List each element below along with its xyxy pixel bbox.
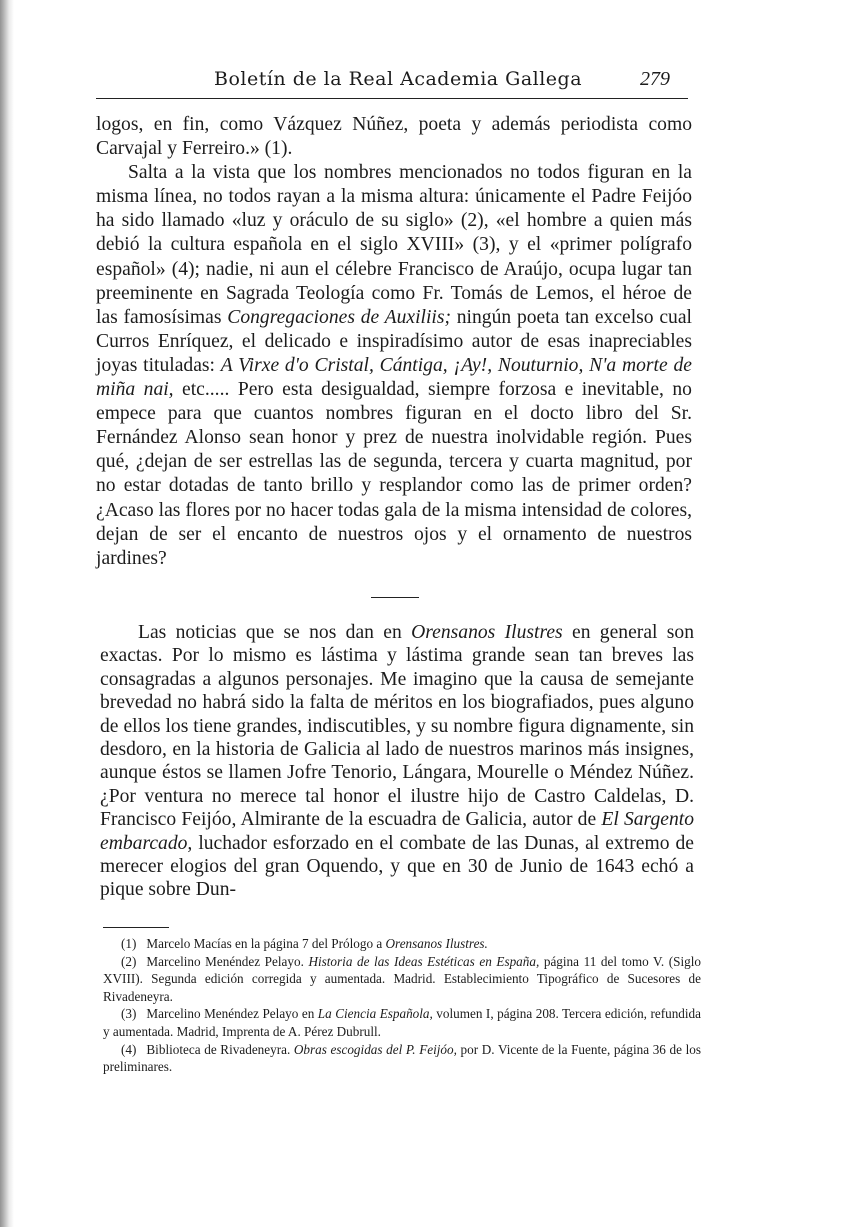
- footnote: [103, 1005, 701, 1040]
- footnote-italic: Historia de las Ideas Estéticas en España,: [308, 953, 540, 969]
- section-1-text: [96, 113, 692, 571]
- running-title: Boletín de la Real Academia Gallega: [214, 68, 583, 90]
- footnote-marker: (3): [121, 1006, 137, 1022]
- footnote-marker: (4): [121, 1041, 137, 1057]
- italic-title: El Sargento embarcado,: [100, 809, 694, 854]
- footnotes: [103, 935, 701, 1076]
- scan-edge-shadow: [0, 0, 14, 1227]
- footnote-italic: Orensanos Ilustres.: [385, 936, 488, 951]
- footnote-marker: (1): [121, 936, 137, 951]
- italic-title: A Virxe d'o Cristal, Cántiga, ¡Ay!, Nouturnio, N'a morte de miña nai,: [96, 354, 692, 401]
- footnote-text: Marcelino Menéndez Pelayo en: [146, 1006, 318, 1022]
- footnote-text: página 11 del tomo V. (Siglo XVIII). Segunda edición corregida y aumentada. Madrid. Establecimiento Tipográfico de Sucesores de Rivadeneyra.: [103, 953, 701, 1004]
- footnote: [103, 1041, 701, 1076]
- paragraph-orensanos: [100, 621, 694, 902]
- footnote-text: Marcelino Menéndez Pelayo.: [146, 953, 309, 969]
- footnote-italic: Obras escogidas del P. Feijóo,: [293, 1041, 457, 1057]
- paragraph-text: etc..... Pero esta desigualdad, siempre forzosa e inevitable, no empece para que cuantos nombres figuran en el docto libro del Sr. Fernández Alonso sean honor y prez de nuestra inolvidable región. Pues qué, ¿dejan de ser estrellas las de segunda, tercera y cuarta magnitud, por no estar dotadas de tanto brillo y resplandor como las de primer orden? ¿Acaso las flores por no hacer todas gala de la misma intensidad de colores, dejan de ser el encanto de nuestros ojos y el ornamento de nuestros jardines?: [96, 379, 692, 569]
- footnote-text: por D. Vicente de la Fuente, página 36 de los preliminares.: [103, 1041, 702, 1075]
- page-header: [96, 68, 688, 96]
- footnote-text: Biblioteca de Rivadeneyra.: [146, 1041, 294, 1057]
- paragraph-text: luchador esforzado en el combate de las Dunas, al extremo de merecer elogios del gran Oquendo, y que en 30 de Junio de 1643 echó a pique sobre Dun-: [100, 832, 694, 901]
- italic-title: Congregaciones de Auxiliis;: [227, 306, 451, 328]
- page-number: 279: [640, 68, 670, 90]
- paragraph-text: Salta a la vista que los nombres mencionados no todos figuran en la misma línea, no todos rayan a la misma altura: únicamente el Padre Feijóo ha sido llamado «luz y oráculo de su siglo» (2), «el hombre a quien más debió la cultura española en el siglo XVIII» (3), y el «primer polígrafo español» (4); nadie, ni aun el célebre Francisco de Araújo, ocupa lugar tan preeminente en Sagrada Teología como Fr. Tomás de Lemos, el héroe de las famosísimas: [96, 162, 692, 328]
- paragraph-names: [96, 161, 692, 571]
- footnote: [103, 935, 701, 953]
- footnote-italic: La Ciencia Española,: [317, 1006, 433, 1022]
- paragraph-text: en general son exactas. Por lo mismo es lástima y lástima grande sean tan breves las consagradas a algunos personajes. Me imagino que la causa de semejante brevedad no habrá sido la falta de méritos en los biografiados, pues alguno de ellos los tiene grandes, indiscutibles, y su nombre figura dignamente, sin desdoro, en la historia de Galicia al lado de nuestros marinos más insignes, aunque éstos se llamen Jofre Tenorio, Lángara, Mourelle o Méndez Núñez. ¿Por ventura no merece tal honor el ilustre hijo de Castro Caldelas, D. Francisco Feijóo, Almirante de la escuadra de Galicia, autor de: [100, 622, 695, 831]
- italic-title: Orensanos Ilustres: [411, 622, 563, 643]
- section-2-text: [100, 621, 694, 902]
- footnote-marker: (2): [121, 953, 137, 969]
- header-rule: [96, 98, 688, 99]
- section-divider: [371, 597, 419, 598]
- footnote: [103, 953, 701, 1006]
- paragraph-continuation: logos, en fin, como Vázquez Núñez, poeta y además periodista como Carvajal y Ferreiro.» (1).: [96, 114, 692, 160]
- paragraph-text: Las noticias que se nos dan en: [138, 622, 412, 643]
- footnote-text: Marcelo Macías en la página 7 del Prólogo a: [146, 936, 386, 951]
- footnotes-rule: [103, 927, 169, 928]
- footnote-text: volumen I, página 208. Tercera edición, refundida y aumentada. Madrid, Imprenta de A. Pérez Dubrull.: [103, 1006, 701, 1039]
- paragraph-text: ningún poeta tan excelso cual Curros Enríquez, el delicado e inspiradísimo autor de esas inapreciables joyas tituladas:: [96, 306, 692, 376]
